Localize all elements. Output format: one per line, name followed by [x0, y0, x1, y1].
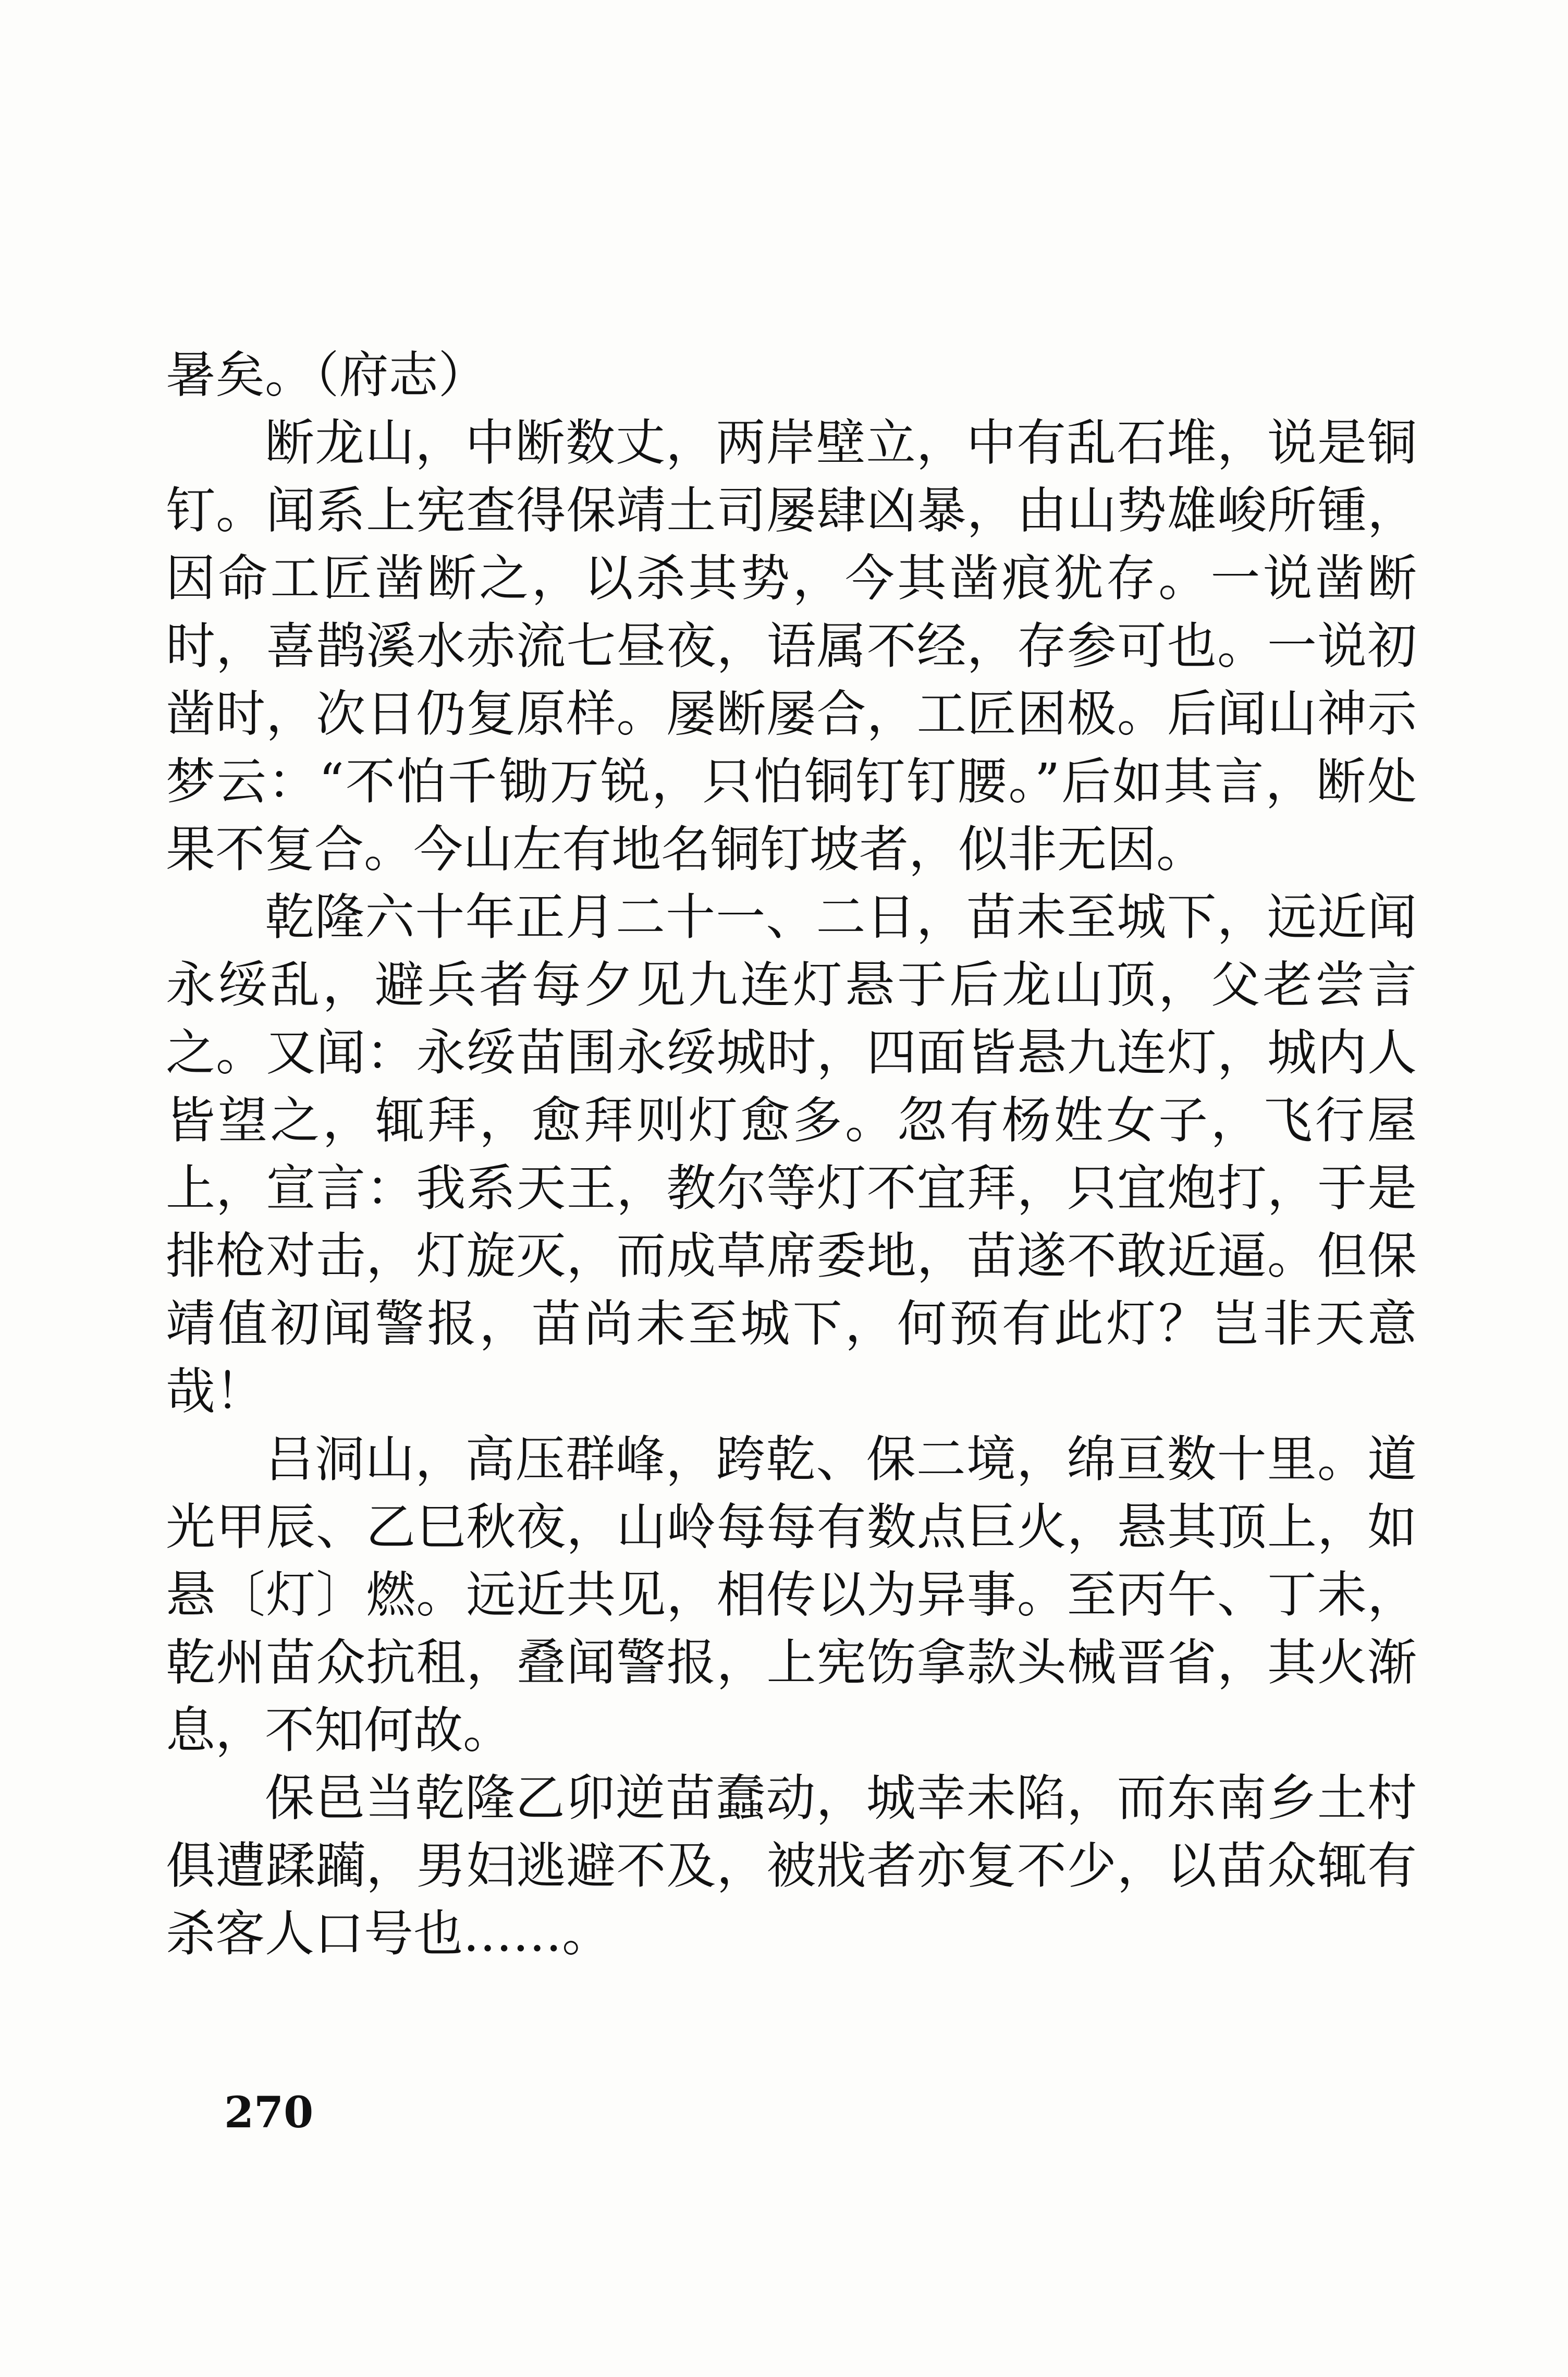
paragraph-lvdong-mountain: 吕洞山，高压群峰，跨乾、保二境，绵亘数十里。道光甲辰、乙巳秋夜，山岭每每有数点巨火，悬其顶上，如悬〔灯〕燃。远近共见，相传以为异事。至丙午、丁未，乾州苗众抗租，叠闻警报，上宪饬拿款头械晋省，其火渐息，不知何故。	[166, 1431, 1417, 1759]
page-number: 270	[224, 2088, 314, 2138]
body-text	[166, 341, 1417, 1968]
paragraph-citation-end: 暑矣。（府志）	[166, 347, 488, 404]
paragraph-baoyi-uprising: 保邑当乾隆乙卯逆苗蠢动，城幸未陷，而东南乡土村俱遭蹂躏，男妇逃避不及，被戕者亦复不少，以苗众辄有杀客人口号也……。	[166, 1770, 1417, 1963]
paragraph-nine-lanterns: 乾隆六十年正月二十一、二日，苗未至城下，远近闻永绥乱，避兵者每夕见九连灯悬于后龙山顶，父老尝言之。又闻：永绥苗围永绥城时，四面皆悬九连灯，城内人皆望之，辄拜，愈拜则灯愈多。忽有杨姓女子，飞行屋上，宣言：我系天王，教尔等灯不宜拜，只宜炮打，于是排枪对击，灯旋灭，而成草席委地，苗遂不敢近逼。但保靖值初闻警报，苗尚未至城下，何预有此灯？岂非天意哉！	[166, 889, 1417, 1420]
paragraph-duanlong-mountain: 断龙山，中断数丈，两岸壁立，中有乱石堆，说是铜钉。闻系上宪查得保靖土司屡肆凶暴，由山势雄峻所锺，因命工匠凿断之，以杀其势，今其凿痕犹存。一说凿断时，喜鹊溪水赤流七昼夜，语属不经，存参可也。一说初凿时，次日仍复原样。屡断屡合，工匠困极。后闻山神示梦云：“不怕千锄万锐，只怕铜钉钉腰。”后如其言，断处果不复合。今山左有地名铜钉坡者，似非无因。	[166, 414, 1417, 878]
